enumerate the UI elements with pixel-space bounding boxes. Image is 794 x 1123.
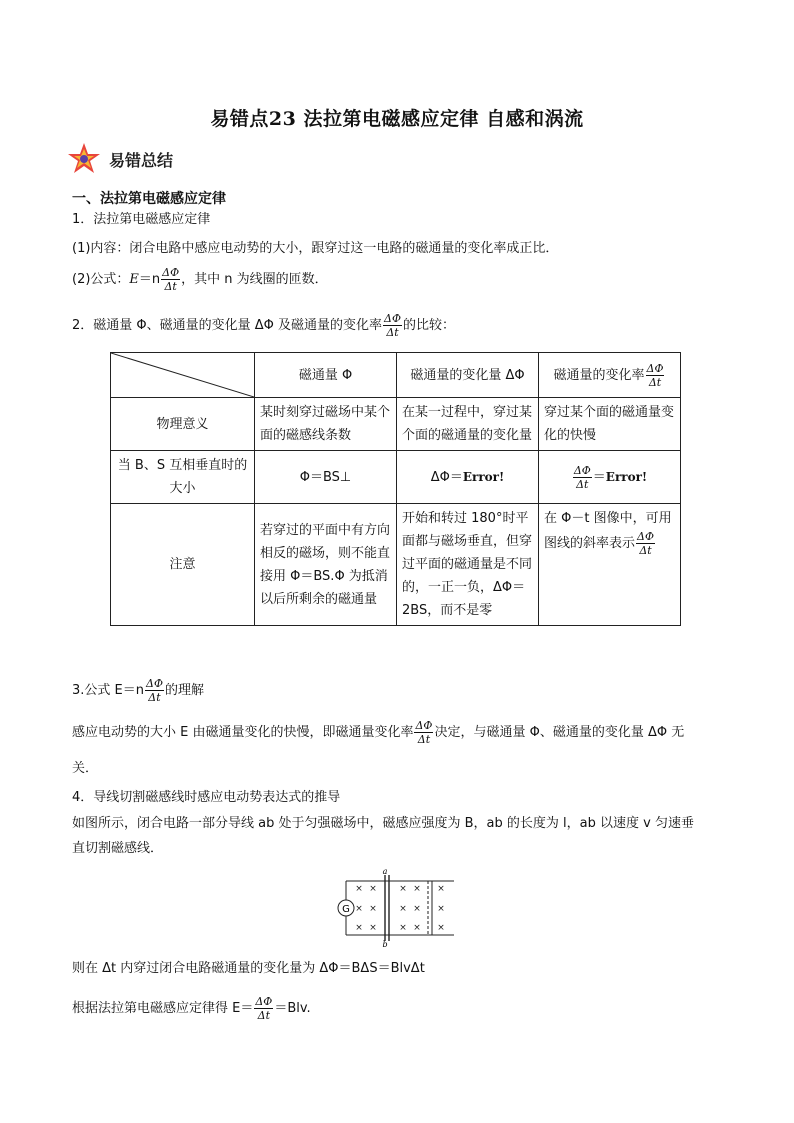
fraction-numerator: ΔΦ xyxy=(646,361,664,375)
fraction-denominator: Δt xyxy=(417,733,431,746)
cell-eq: ＝ xyxy=(592,469,606,485)
row-label: 注意 xyxy=(111,504,255,626)
field-x-mark: × xyxy=(355,904,363,914)
table-corner-cell xyxy=(111,353,255,398)
table-header-cell: 磁通量的变化量 ΔΦ xyxy=(397,353,539,398)
galvanometer-label: G xyxy=(342,904,350,915)
cell-text: 在 Φ－t 图像中，可用图线的斜率表示 xyxy=(544,511,672,551)
fraction-denominator: Δt xyxy=(257,1009,271,1022)
fraction-numerator: ΔΦ xyxy=(255,995,273,1008)
row-label: 物理意义 xyxy=(111,398,255,451)
field-x-mark: × xyxy=(413,884,421,894)
field-x-mark: × xyxy=(399,904,407,914)
item4-line4-suffix: ＝Blv. xyxy=(274,1001,311,1016)
point-b-label: b xyxy=(382,940,388,947)
row-label: 当 B、S 互相垂直时的大小 xyxy=(111,451,255,504)
field-x-mark: × xyxy=(355,884,363,894)
field-x-mark: × xyxy=(399,923,407,933)
fraction-denominator: Δt xyxy=(164,280,177,293)
item2-heading xyxy=(72,312,455,339)
fraction-numerator: ΔΦ xyxy=(384,312,401,325)
item3-text xyxy=(72,719,684,746)
table-header-cell: 磁通量 Φ xyxy=(255,353,397,398)
point-a-label: a xyxy=(382,869,388,876)
table-cell: 若穿过的平面中有方向相反的磁场，则不能直接用 Φ＝BS.Φ 为抵消以后所剩余的磁通量 xyxy=(255,504,397,626)
table-row xyxy=(111,451,681,504)
error-text: Error! xyxy=(605,469,648,484)
field-x-mark: × xyxy=(369,904,377,914)
item3-fraction xyxy=(145,677,164,704)
table-cell: 穿过某个面的磁通量变化的快慢 xyxy=(539,398,681,451)
section-heading: 一、法拉第电磁感应定律 xyxy=(72,191,226,207)
item4-heading: 4．导线切割磁感线时感应电动势表达式的推导 xyxy=(72,790,341,805)
circuit-diagram xyxy=(333,869,459,947)
fraction-numerator: ΔΦ xyxy=(637,530,654,543)
header-fraction xyxy=(646,362,665,389)
cell-fraction xyxy=(573,464,592,491)
table-row xyxy=(111,398,681,451)
header-label: 磁通量的变化率 xyxy=(553,367,645,383)
item4-line4-prefix: 根据法拉第电磁感应定律得 E＝ xyxy=(72,1001,254,1016)
fraction-numerator: ΔΦ xyxy=(162,266,180,279)
item4-line2: 直切割磁感线． xyxy=(72,841,164,856)
table-header-row xyxy=(111,353,681,398)
field-x-mark: × xyxy=(437,923,445,933)
field-x-mark: × xyxy=(413,923,421,933)
item3-heading xyxy=(72,677,204,704)
cell-fraction xyxy=(636,530,655,557)
formula-eq: ＝n xyxy=(138,272,161,287)
item3-text-prefix: 感应电动势的大小 E 由磁通量变化的快慢，即磁通量变化率 xyxy=(72,725,414,740)
comparison-table xyxy=(110,352,681,626)
error-text: Error! xyxy=(462,469,505,484)
page-title: 易错点23 法拉第电磁感应定律 自感和涡流 xyxy=(210,108,584,130)
item3-heading-suffix: 的理解 xyxy=(164,683,204,698)
field-x-mark: × xyxy=(355,923,363,933)
item1-heading: 1．法拉第电磁感应定律 xyxy=(72,212,211,227)
field-x-mark: × xyxy=(413,904,421,914)
field-x-mark: × xyxy=(369,923,377,933)
field-x-mark: × xyxy=(399,884,407,894)
magnetic-field-marks xyxy=(355,884,445,933)
item4-line1: 如图所示，闭合电路一部分导线 ab 处于匀强磁场中，磁感应强度为 B，ab 的长度为 l，ab 以速度 v 匀速垂 xyxy=(72,816,694,831)
table-cell: 在某一过程中，穿过某个面的磁通量的变化量 xyxy=(397,398,539,451)
field-x-mark: × xyxy=(437,884,445,894)
item1-content: (1)内容：闭合电路中感应电动势的大小，跟穿过这一电路的磁通量的变化率成正比． xyxy=(72,241,559,256)
table-cell: Φ＝BS⊥ xyxy=(255,451,397,504)
item3-text-fraction xyxy=(414,719,433,746)
item2-fraction xyxy=(383,312,402,339)
formula-prefix: (2)公式： xyxy=(72,272,130,287)
fraction-denominator: Δt xyxy=(576,477,589,491)
formula-lhs: E xyxy=(129,272,139,287)
item2-heading-prefix: 2．磁通量 Φ、磁通量的变化量 ΔΦ 及磁通量的变化率 xyxy=(72,318,383,333)
table-cell xyxy=(539,451,681,504)
fraction-numerator: ΔΦ xyxy=(146,677,163,690)
fraction-denominator: Δt xyxy=(639,544,652,557)
item2-heading-suffix: 的比较： xyxy=(403,318,456,333)
table-row xyxy=(111,504,681,626)
fraction-denominator: Δt xyxy=(648,375,662,389)
fraction-denominator: Δt xyxy=(148,691,161,704)
item3-text-end: 关． xyxy=(72,761,99,776)
fraction-denominator: Δt xyxy=(386,326,399,339)
fraction-numerator: ΔΦ xyxy=(573,463,591,477)
item1-formula xyxy=(72,266,328,293)
section-badge-label: 易错总结 xyxy=(109,151,174,170)
table-cell: 开始和转过 180°时平面都与磁场垂直，但穿过平面的磁通量是不同的，一正一负，ΔΦ＝2BS，而不是零 xyxy=(397,504,539,626)
table-header-cell xyxy=(539,353,681,398)
formula-suffix: ，其中 n 为线圈的匝数． xyxy=(181,272,328,287)
cell-prefix: ΔΦ＝ xyxy=(430,469,463,485)
diagonal-line xyxy=(111,353,254,397)
field-x-mark: × xyxy=(369,884,377,894)
item3-text-suffix: 决定，与磁通量 Φ、磁通量的变化量 ΔΦ 无 xyxy=(434,725,685,740)
field-x-mark: × xyxy=(437,904,445,914)
item4-line3: 则在 Δt 内穿过闭合电路磁通量的变化量为 ΔΦ＝BΔS＝BlvΔt xyxy=(72,961,425,976)
fraction-numerator: ΔΦ xyxy=(415,719,433,732)
item3-heading-prefix: 3.公式 E＝n xyxy=(72,683,144,698)
formula-fraction xyxy=(161,266,180,293)
star-badge-icon xyxy=(66,141,102,177)
item4-line4 xyxy=(72,995,311,1022)
table-cell: 某时刻穿过磁场中某个面的磁感线条数 xyxy=(255,398,397,451)
table-cell xyxy=(539,504,681,626)
item4-fraction xyxy=(254,995,273,1022)
table-cell xyxy=(397,451,539,504)
